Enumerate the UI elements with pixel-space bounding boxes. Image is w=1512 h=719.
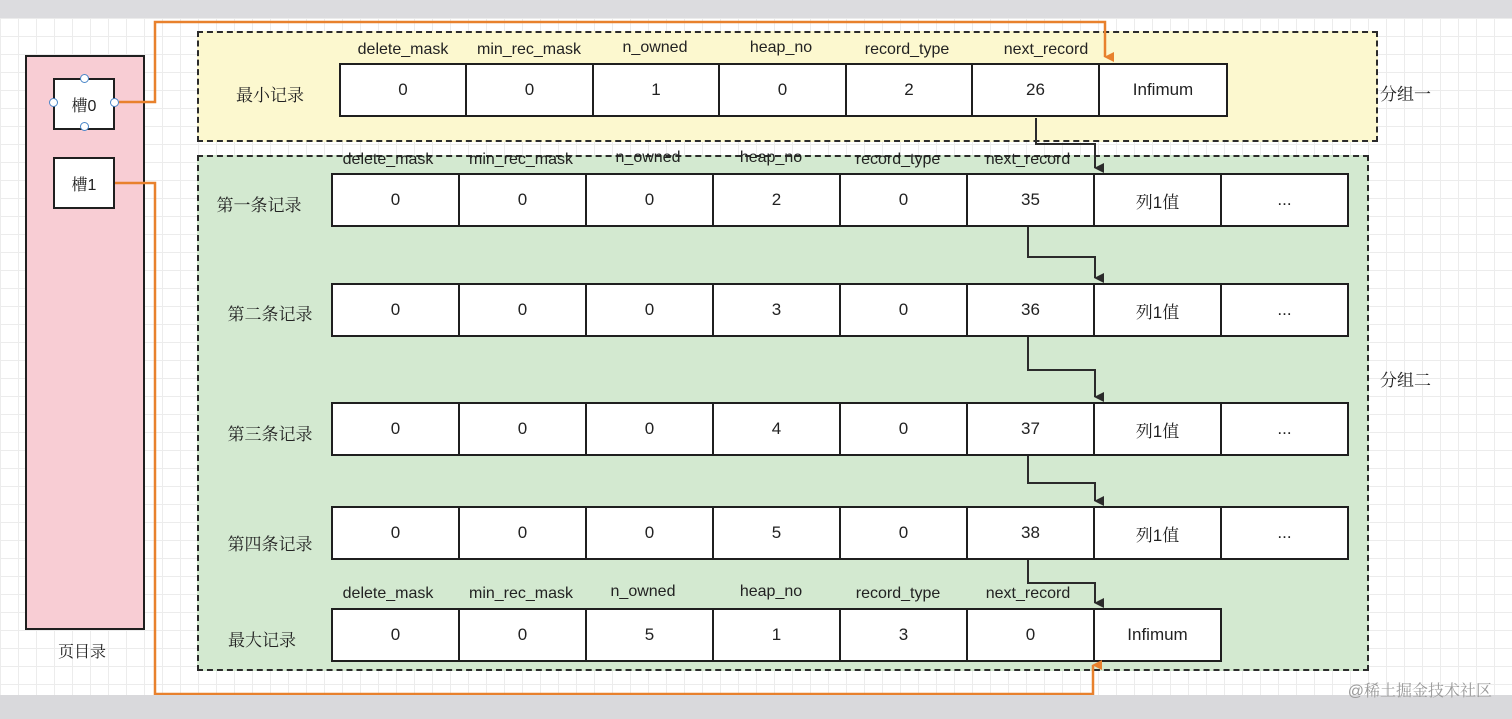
cell-n-owned: 1	[594, 65, 720, 115]
cell-n-owned: 0	[587, 404, 714, 454]
next-record-arrow	[1028, 560, 1095, 603]
next-record-arrow	[1028, 456, 1095, 501]
header-heap-no: heap_no	[739, 149, 803, 166]
cell-column-value: 列1值	[1095, 508, 1222, 558]
header-heap-no: heap_no	[739, 583, 803, 600]
next-record-arrow	[1028, 227, 1095, 278]
cell-delete-mask: 0	[341, 65, 467, 115]
cell-ellipsis: ...	[1277, 419, 1292, 438]
header-next-record: next_record	[985, 151, 1071, 168]
cell-column-value: 列1值	[1095, 404, 1222, 454]
cell-next-record: 38	[968, 508, 1095, 558]
header-delete-mask: delete_mask	[342, 151, 434, 168]
cell-delete-mask: 0	[333, 175, 460, 225]
slot-0-label: 槽0	[71, 97, 97, 115]
cell-record-type: 0	[841, 508, 968, 558]
record-label-2: 第二条记录	[227, 305, 313, 324]
header-min-rec-mask: min_rec_mask	[468, 151, 574, 168]
cell-min-rec-mask: 0	[460, 285, 587, 335]
header-next-record: next_record	[1003, 41, 1089, 58]
slot-0-pointer-arrow	[119, 22, 1105, 102]
cell-delete-mask: 0	[333, 610, 460, 660]
cell-next-record: 37	[968, 404, 1095, 454]
cell-n-owned: 5	[587, 610, 714, 660]
watermark: @稀土掘金技术社区	[1347, 683, 1492, 700]
header-delete-mask: delete_mask	[357, 41, 449, 58]
cell-heap-no: 1	[714, 610, 841, 660]
cell-min-rec-mask: 0	[460, 610, 587, 660]
cell-min-rec-mask: 0	[460, 404, 587, 454]
slot-1-pointer-arrow	[115, 183, 1093, 694]
cell-heap-no: 5	[714, 508, 841, 558]
cell-next-record: 26	[973, 65, 1100, 115]
record-label-min: 最小记录	[236, 86, 304, 105]
cell-heap-no: 2	[714, 175, 841, 225]
cell-n-owned: 0	[587, 285, 714, 335]
header-heap-no: heap_no	[749, 39, 813, 56]
cell-n-owned: 0	[587, 508, 714, 558]
cell-record-type: 0	[841, 404, 968, 454]
cell-column-value: 列1值	[1095, 175, 1222, 225]
cell-next-record: 0	[968, 610, 1095, 660]
cell-ellipsis: ...	[1277, 523, 1292, 542]
cell-min-rec-mask: 0	[460, 508, 587, 558]
header-record-type: record_type	[855, 585, 941, 602]
record-label-max: 最大记录	[228, 631, 296, 650]
cell-record-type: 0	[841, 175, 968, 225]
cell-record-type: 2	[847, 65, 973, 115]
header-next-record: next_record	[985, 585, 1071, 602]
header-n-owned: n_owned	[610, 583, 676, 600]
cell-delete-mask: 0	[333, 404, 460, 454]
cell-column-value: 列1值	[1095, 285, 1222, 335]
header-delete-mask: delete_mask	[342, 585, 434, 602]
bottom-strip	[0, 695, 1512, 719]
header-n-owned: n_owned	[622, 39, 688, 56]
cell-delete-mask: 0	[333, 508, 460, 558]
record-label-3: 第三条记录	[227, 425, 313, 444]
header-n-owned: n_owned	[615, 149, 681, 166]
cell-min-rec-mask: 0	[460, 175, 587, 225]
header-record-type: record_type	[864, 41, 950, 58]
cell-n-owned: 0	[587, 175, 714, 225]
cell-ellipsis: ...	[1277, 300, 1292, 319]
cell-next-record: 36	[968, 285, 1095, 335]
cell-ellipsis: ...	[1277, 190, 1292, 209]
cell-heap-no: 3	[714, 285, 841, 335]
next-record-arrow	[1036, 118, 1095, 168]
cell-record-type: 3	[841, 610, 968, 660]
group-one-label: 分组一	[1380, 85, 1431, 104]
record-label-4: 第四条记录	[227, 535, 313, 554]
cell-heap-no: 0	[720, 65, 847, 115]
cell-heap-no: 4	[714, 404, 841, 454]
cell-infimum: Infimum	[1132, 80, 1194, 99]
page-directory-label: 页目录	[58, 644, 107, 661]
slot-1-label: 槽1	[71, 176, 97, 194]
next-record-arrow	[1028, 337, 1095, 397]
header-min-rec-mask: min_rec_mask	[476, 41, 582, 58]
record-label-1: 第一条记录	[216, 196, 302, 215]
group-two-label: 分组二	[1380, 371, 1431, 390]
cell-record-type: 0	[841, 285, 968, 335]
cell-delete-mask: 0	[333, 285, 460, 335]
header-min-rec-mask: min_rec_mask	[468, 585, 574, 602]
cell-min-rec-mask: 0	[467, 65, 594, 115]
cell-next-record: 35	[968, 175, 1095, 225]
cell-infimum: Infimum	[1127, 625, 1188, 644]
header-record-type: record_type	[855, 151, 941, 168]
